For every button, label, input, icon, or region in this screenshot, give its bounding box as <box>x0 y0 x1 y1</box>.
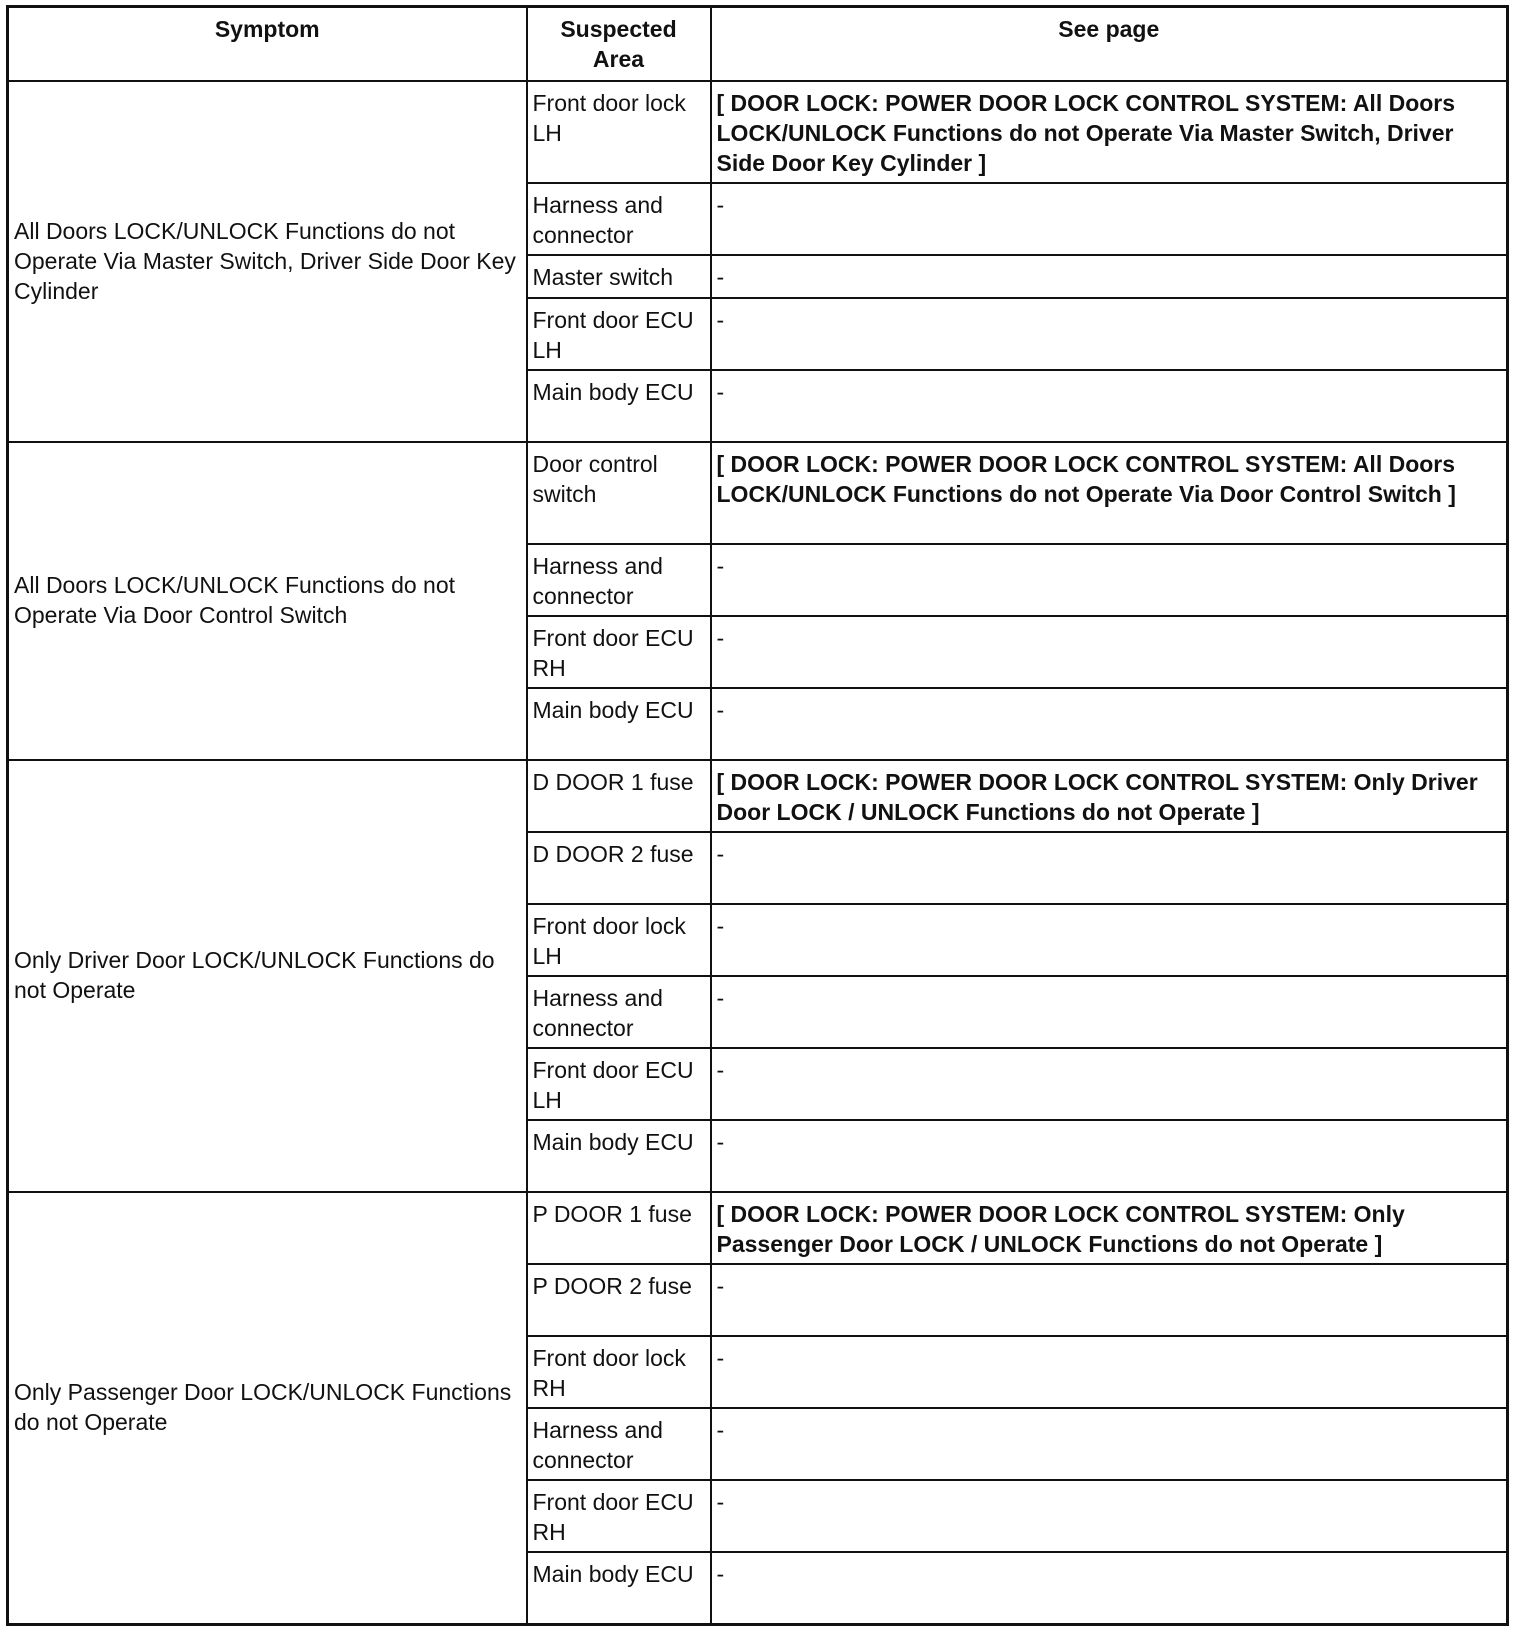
see-page-cell: - <box>711 255 1508 298</box>
suspected-area-cell: D DOOR 2 fuse <box>527 832 711 904</box>
suspected-area-cell: Main body ECU <box>527 688 711 760</box>
see-page-cell: - <box>711 1048 1508 1120</box>
suspected-area-cell: Front door lock LH <box>527 904 711 976</box>
see-page-cell: - <box>711 688 1508 760</box>
suspected-area-cell: P DOOR 1 fuse <box>527 1192 711 1264</box>
suspected-area-cell: Harness and connector <box>527 976 711 1048</box>
suspected-area-cell: Master switch <box>527 255 711 298</box>
see-page-column-header: See page <box>711 7 1508 82</box>
suspected-area-cell: Main body ECU <box>527 370 711 442</box>
suspected-area-cell: Main body ECU <box>527 1552 711 1624</box>
suspected-area-cell: Front door lock LH <box>527 81 711 183</box>
suspected-area-cell: Main body ECU <box>527 1120 711 1192</box>
table-header-row <box>8 7 1508 82</box>
symptom-column-header: Symptom <box>8 7 527 82</box>
suspected-area-cell: Harness and connector <box>527 183 711 255</box>
suspected-area-cell: Door control switch <box>527 442 711 544</box>
suspected-area-cell: Front door ECU RH <box>527 1480 711 1552</box>
see-page-cell: - <box>711 1480 1508 1552</box>
see-page-cell: - <box>711 904 1508 976</box>
see-page-reference-link[interactable]: [ DOOR LOCK: POWER DOOR LOCK CONTROL SYSTEM: All Doors LOCK/UNLOCK Functions do not Operate Via Door Control Switch ] <box>711 442 1508 544</box>
see-page-cell: - <box>711 1264 1508 1336</box>
suspected-area-cell: Harness and connector <box>527 544 711 616</box>
see-page-cell: - <box>711 832 1508 904</box>
see-page-cell: - <box>711 976 1508 1048</box>
suspected-area-cell: Front door lock RH <box>527 1336 711 1408</box>
see-page-cell: - <box>711 1336 1508 1408</box>
suspected-area-column-header: Suspected Area <box>527 7 711 82</box>
see-page-cell: - <box>711 183 1508 255</box>
symptom-cell: Only Driver Door LOCK/UNLOCK Functions do not Operate <box>8 760 527 1192</box>
see-page-cell: - <box>711 298 1508 370</box>
symptom-cell: Only Passenger Door LOCK/UNLOCK Functions do not Operate <box>8 1192 527 1624</box>
table-row <box>8 1192 1508 1264</box>
see-page-reference-link[interactable]: [ DOOR LOCK: POWER DOOR LOCK CONTROL SYSTEM: Only Driver Door LOCK / UNLOCK Functions do not Operate ] <box>711 760 1508 832</box>
see-page-reference-link[interactable]: [ DOOR LOCK: POWER DOOR LOCK CONTROL SYSTEM: All Doors LOCK/UNLOCK Functions do not Operate Via Master Switch, Driver Side Door Key Cylinder ] <box>711 81 1508 183</box>
see-page-cell: - <box>711 1552 1508 1624</box>
see-page-reference-link[interactable]: [ DOOR LOCK: POWER DOOR LOCK CONTROL SYSTEM: Only Passenger Door LOCK / UNLOCK Functions do not Operate ] <box>711 1192 1508 1264</box>
problem-symptoms-table <box>6 5 1509 1626</box>
suspected-area-cell: Harness and connector <box>527 1408 711 1480</box>
see-page-cell: - <box>711 1120 1508 1192</box>
see-page-cell: - <box>711 370 1508 442</box>
symptom-cell: All Doors LOCK/UNLOCK Functions do not Operate Via Master Switch, Driver Side Door Key Cylinder <box>8 81 527 442</box>
suspected-area-cell: Front door ECU LH <box>527 298 711 370</box>
see-page-cell: - <box>711 1408 1508 1480</box>
suspected-area-cell: Front door ECU LH <box>527 1048 711 1120</box>
symptom-cell: All Doors LOCK/UNLOCK Functions do not Operate Via Door Control Switch <box>8 442 527 760</box>
see-page-cell: - <box>711 616 1508 688</box>
table-row <box>8 81 1508 183</box>
suspected-area-cell: Front door ECU RH <box>527 616 711 688</box>
suspected-area-cell: D DOOR 1 fuse <box>527 760 711 832</box>
see-page-cell: - <box>711 544 1508 616</box>
suspected-area-cell: P DOOR 2 fuse <box>527 1264 711 1336</box>
table-row <box>8 442 1508 544</box>
table-row <box>8 760 1508 832</box>
